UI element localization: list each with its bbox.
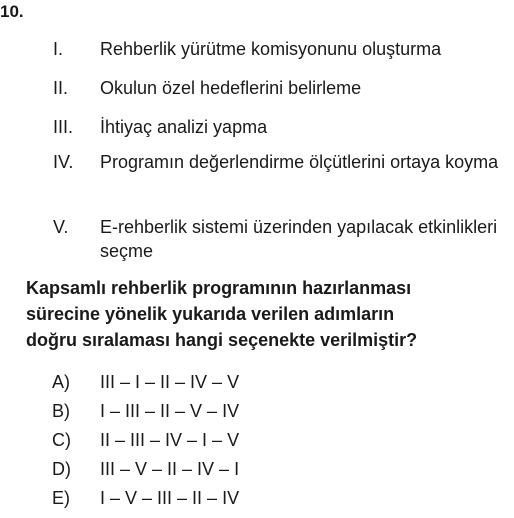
step-text: Rehberlik yürütme komisyonunu oluşturma xyxy=(100,39,442,59)
answer-option-b[interactable] xyxy=(52,399,472,423)
answer-option-e[interactable] xyxy=(52,486,472,510)
step-numeral: I. xyxy=(53,39,64,59)
answer-option-d[interactable] xyxy=(52,457,472,481)
option-letter: E) xyxy=(52,488,70,508)
answer-option-c[interactable] xyxy=(52,428,472,452)
option-letter: D) xyxy=(52,459,71,479)
step-item xyxy=(53,215,513,263)
option-text: I – III – II – V – IV xyxy=(100,401,240,421)
step-text: İhtiyaç analizi yapma xyxy=(100,117,268,137)
question-number: 10. xyxy=(0,2,24,21)
question-stem-line: sürecine yönelik yukarıda verilen adımların xyxy=(26,304,395,324)
step-item xyxy=(53,150,513,198)
step-numeral: IV. xyxy=(53,152,74,172)
option-letter: B) xyxy=(52,401,70,421)
option-letter: C) xyxy=(52,430,71,450)
question-stem xyxy=(26,275,514,353)
step-text: Programın değerlendirme ölçütlerini ortaya koyma xyxy=(100,152,499,172)
step-numeral: V. xyxy=(53,217,69,237)
step-numeral: II. xyxy=(53,78,69,98)
step-text: Okulun özel hedeflerini belirleme xyxy=(100,78,362,98)
answer-option-a[interactable] xyxy=(52,370,472,394)
question-stem-line: doğru sıralaması hangi seçenekte verilmiştir? xyxy=(26,330,418,350)
step-text: E-rehberlik sistemi üzerinden yapılacak etkinlikleri seçme xyxy=(100,217,498,261)
option-text: II – III – IV – I – V xyxy=(100,430,240,450)
step-numeral: III. xyxy=(53,117,74,137)
option-text: I – V – III – II – IV xyxy=(100,488,240,508)
option-letter: A) xyxy=(52,372,70,392)
question-stem-line: Kapsamlı rehberlik programının hazırlanması xyxy=(26,278,412,298)
option-text: III – I – II – IV – V xyxy=(100,372,240,392)
option-text: III – V – II – IV – I xyxy=(100,459,240,479)
